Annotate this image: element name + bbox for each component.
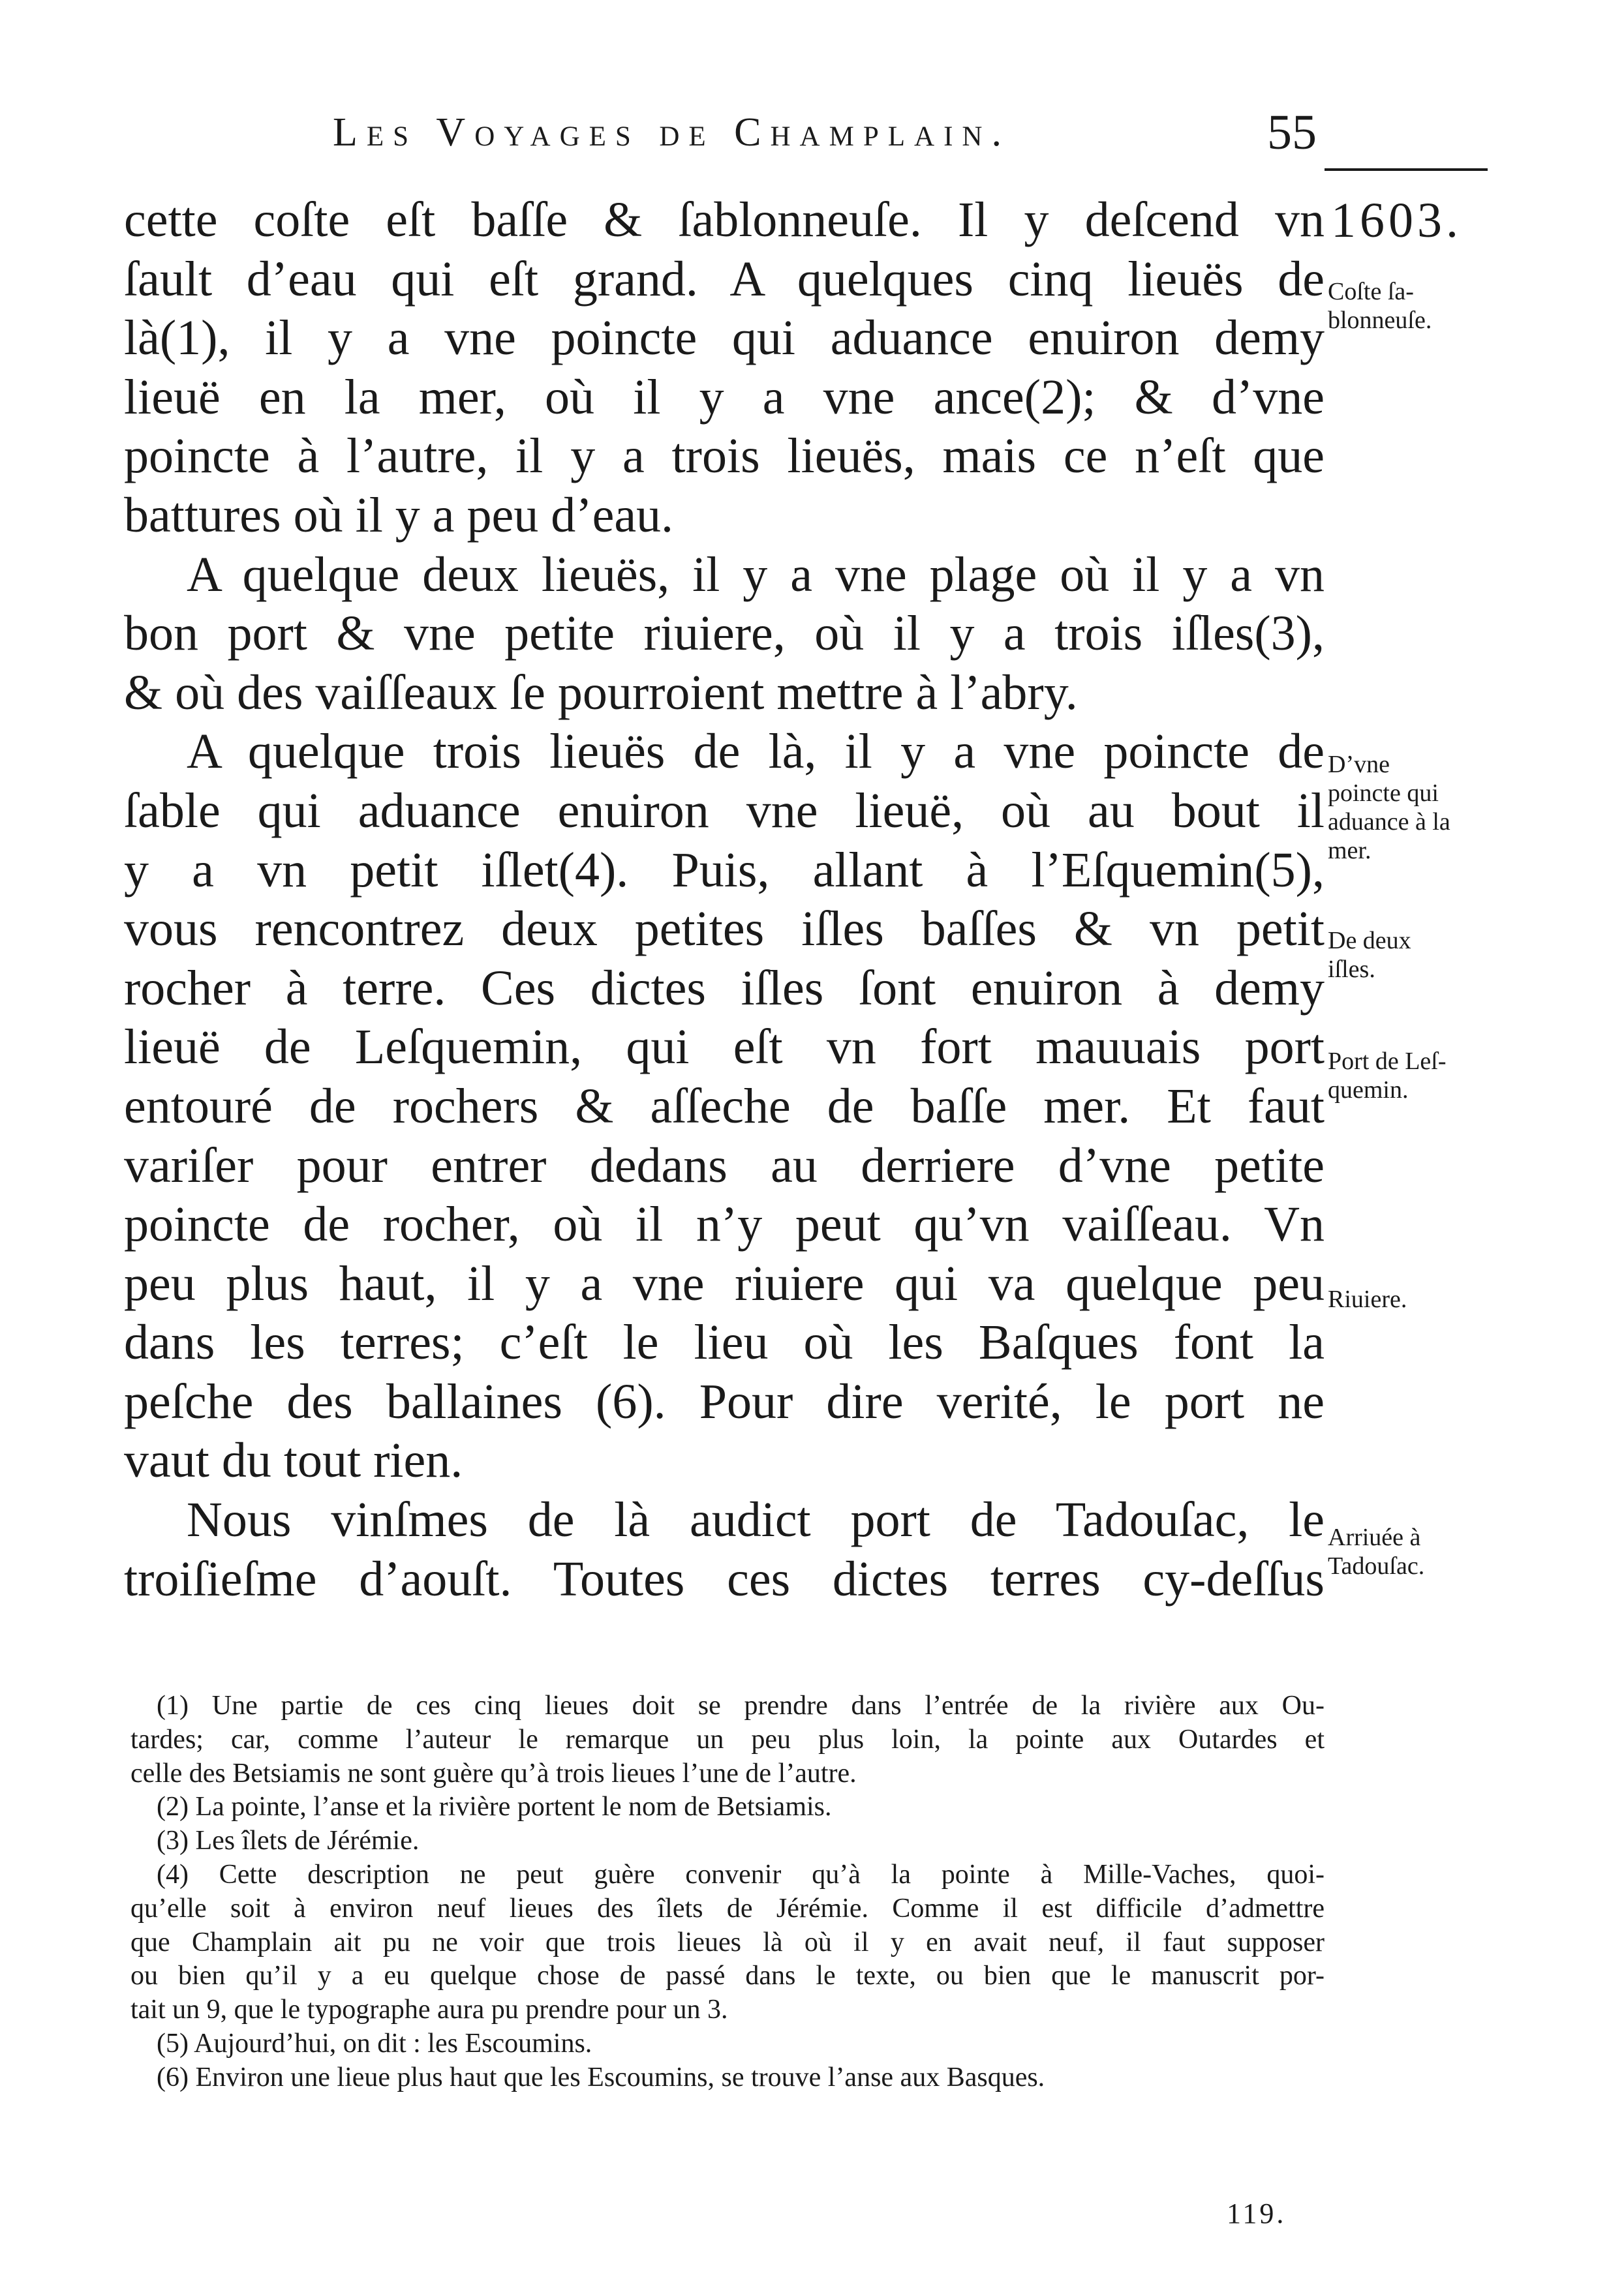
- footnote-line: que Champlain ait pu ne voir que trois lieues là où il y en avait neuf, il faut supposer: [130, 1927, 1325, 1957]
- text-line: lieuë en la mer, où il y a vne ance(2); & d’vne: [124, 369, 1325, 425]
- footnote-line: tardes; car, comme l’auteur le remarque un peu plus loin, la pointe aux Outardes et: [130, 1724, 1325, 1755]
- margin-note-line: Port de Leſ-: [1328, 1048, 1447, 1075]
- margin-note-line: poincte qui: [1328, 779, 1439, 807]
- footnote-line: (6) Environ une lieue plus haut que les Escoumins, se trouve l’anse aux Basques.: [157, 2062, 1045, 2092]
- margin-note-line: aduance à la: [1328, 808, 1450, 836]
- text-line: variſer pour entrer dedans au derriere d’vne petite: [124, 1138, 1325, 1193]
- margin-note-coste: [1328, 277, 1524, 335]
- text-line: peu plus haut, il y a vne riuiere qui va quelque peu: [124, 1256, 1325, 1311]
- running-head: [124, 98, 1338, 170]
- footnote-line: ou bien qu’il y a eu quelque chose de passé dans le texte, ou bien que le manuscrit por-: [130, 1961, 1325, 1991]
- text-line: cette coſte eſt baſſe & ſablonneuſe. Il y deſcend vn: [124, 192, 1325, 247]
- running-head-title: Les Voyages de Champlain.: [333, 110, 1011, 155]
- margin-note-port: [1328, 1047, 1524, 1104]
- margin-note-line: quemin.: [1328, 1076, 1409, 1104]
- text-line: là(1), il y a vne poincte qui aduance enuiron demy: [124, 310, 1325, 366]
- margin-note-line: Arriuée à: [1328, 1524, 1421, 1551]
- text-line: poincte de rocher, où il n’y peut qu’vn vaiſſeau. Vn: [124, 1197, 1325, 1252]
- margin-note-poincte: [1328, 750, 1524, 865]
- margin-note-line: Coſte ſa-: [1328, 278, 1414, 305]
- page-number: 55: [1267, 105, 1317, 160]
- text-line: ſable qui aduance enuiron vne lieuë, où au bout il: [124, 783, 1325, 838]
- footnote-line: tait un 9, que le typographe aura pu prendre pour un 3.: [130, 1995, 728, 2025]
- margin-note-riuiere: [1328, 1285, 1524, 1314]
- text-line: A quelque trois lieuës de là, il y a vne poincte de: [187, 724, 1325, 779]
- text-line: A quelque deux lieuës, il y a vne plage où il y a vn: [187, 547, 1325, 602]
- year-rule: [1325, 168, 1488, 171]
- text-line: peſche des ballaines (6). Pour dire verité, le port ne: [124, 1374, 1325, 1429]
- margin-note-line: De deux: [1328, 927, 1411, 954]
- margin-note-line: mer.: [1328, 837, 1371, 864]
- footnote-line: celle des Betsiamis ne sont guère qu’à trois lieues l’une de l’autre.: [130, 1758, 857, 1789]
- main-text: [124, 190, 1325, 1609]
- text-line: troiſieſme d’aouſt. Toutes ces dictes terres cy-deſſus: [124, 1551, 1325, 1607]
- text-line: rocher à terre. Ces dictes iſles ſont enuiron à demy: [124, 960, 1325, 1016]
- footnote-line: (5) Aujourd’hui, on dit : les Escoumins.: [157, 2028, 592, 2059]
- footnote-line: (1) Une partie de ces cinq lieues doit se prendre dans l’entrée de la rivière aux Ou-: [157, 1691, 1325, 1721]
- text-line: vous rencontrez deux petites iſles baſſes & vn petit: [124, 901, 1325, 957]
- text-line: ſault d’eau qui eſt grand. A quelques cinq lieuës de: [124, 251, 1325, 307]
- margin-note-line: blonneuſe.: [1328, 307, 1432, 334]
- signature-mark: 119.: [1227, 2198, 1287, 2229]
- margin-note-line: Riuiere.: [1328, 1286, 1407, 1313]
- footnote-line: (2) La pointe, l’anse et la rivière portent le nom de Betsiamis.: [157, 1792, 832, 1822]
- margin-note-line: iſles.: [1328, 956, 1375, 983]
- text-line: entouré de rochers & aſſeche de baſſe mer. Et faut: [124, 1078, 1325, 1134]
- text-line: battures où il y a peu d’eau.: [124, 487, 674, 543]
- text-line: poincte à l’autre, il y a trois lieuës, mais ce n’eſt que: [124, 429, 1325, 484]
- footnote-line: (3) Les îlets de Jérémie.: [157, 1826, 420, 1856]
- footnote-line: qu’elle soit à environ neuf lieues des îlets de Jérémie. Comme il est difficile d’admettre: [130, 1893, 1325, 1924]
- margin-note-line: Tadouſac.: [1328, 1552, 1425, 1580]
- text-line: & où des vaiſſeaux ſe pourroient mettre à l’abry.: [124, 665, 1078, 720]
- margin-year: 1603.: [1331, 193, 1462, 248]
- text-line: dans les terres; c’eſt le lieu où les Baſques font la: [124, 1315, 1325, 1370]
- margin-note-isles: [1328, 926, 1524, 984]
- text-line: y a vn petit iſlet(4). Puis, allant à l’Eſquemin(5),: [124, 842, 1325, 898]
- footnotes: [130, 1689, 1325, 2095]
- text-line: lieuë de Leſquemin, qui eſt vn fort mauuais port: [124, 1020, 1325, 1075]
- margin-note-tadousac: [1328, 1523, 1524, 1580]
- margin-note-line: D’vne: [1328, 751, 1390, 778]
- footnote-line: (4) Cette description ne peut guère convenir qu’à la pointe à Mille-Vaches, quoi-: [157, 1859, 1325, 1890]
- text-line: bon port & vne petite riuiere, où il y a trois iſles(3),: [124, 606, 1325, 661]
- text-line: vaut du tout rien.: [124, 1433, 463, 1488]
- text-line: Nous vinſmes de là audict port de Tadouſac, le: [187, 1492, 1325, 1548]
